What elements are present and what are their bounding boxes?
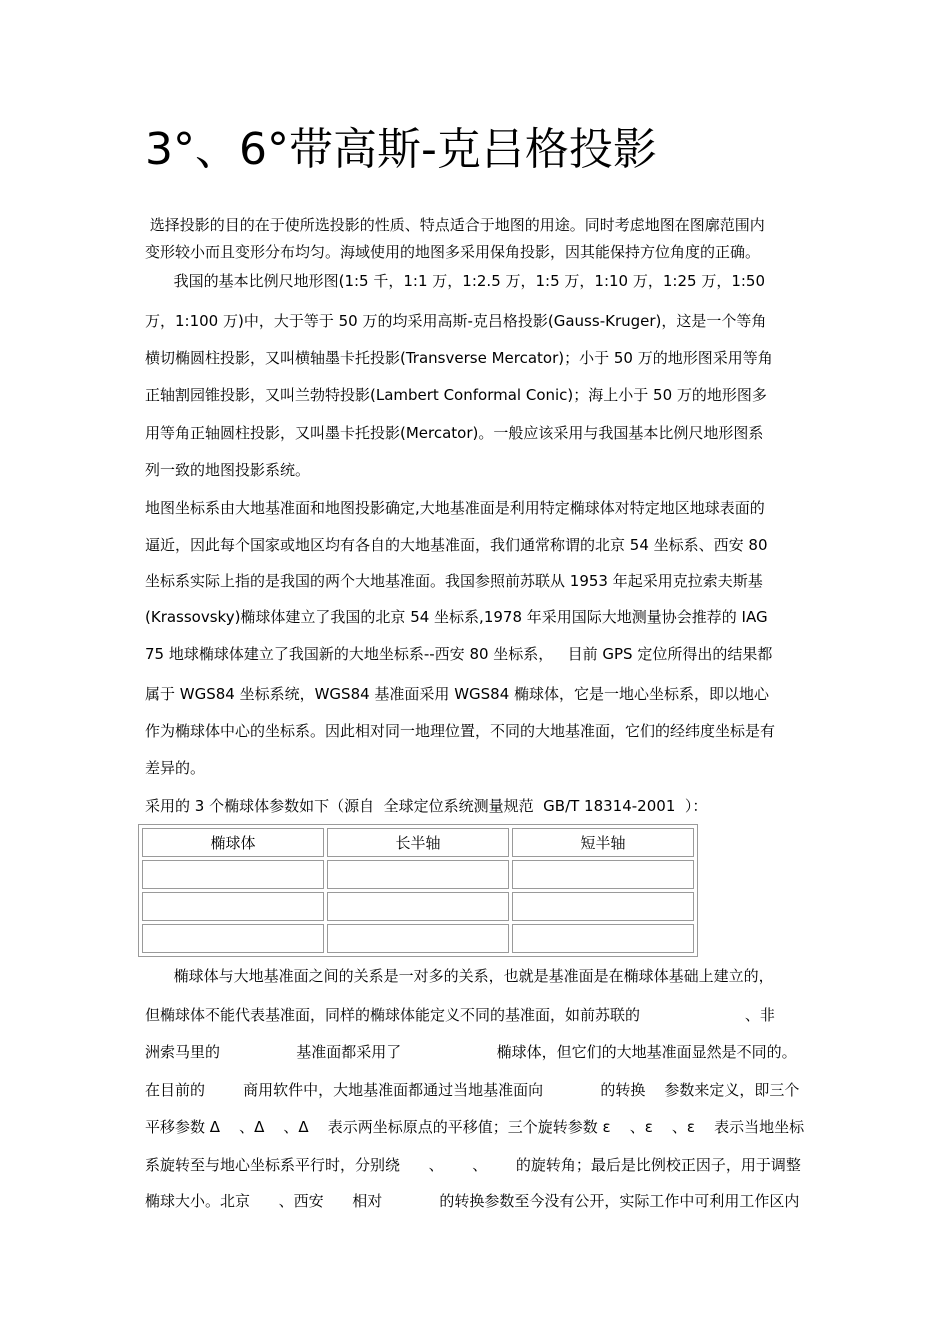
table-cell [512, 892, 694, 921]
paragraph-2-line-6: 列一致的地图投影系统。 [145, 461, 311, 479]
paragraph-2-line-1: 我国的基本比例尺地形图(1:5 千，1:1 万，1:2.5 万，1:5 万，1:10 万，1:25 万，1:50 [145, 272, 765, 290]
paragraph-3-line-3: 坐标系实际上指的是我国的两个大地基准面。我国参照前苏联从 1953 年起采用克拉索夫斯基 [145, 572, 763, 590]
paragraph-1-line-1: 选择投影的目的在于使所选投影的性质、特点适合于地图的用途。同时考虑地图在图廓范围内 [145, 216, 765, 234]
paragraph-3-line-1: 地图坐标系由大地基准面和地图投影确定,大地基准面是利用特定椭球体对特定地区地球表面的 [145, 499, 765, 517]
table-header-cell: 长半轴 [327, 828, 509, 857]
table-cell [327, 892, 509, 921]
paragraph-4-line-3: 洲索马里的 基准面都采用了 椭球体，但它们的大地基准面显然是不同的。 [145, 1043, 797, 1061]
paragraph-2-line-5: 用等角正轴圆柱投影，又叫墨卡托投影(Mercator)。一般应该采用与我国基本比例尺地形图系 [145, 424, 764, 442]
paragraph-4-line-2: 但椭球体不能代表基准面，同样的椭球体能定义不同的基准面，如前苏联的 、非 [145, 1006, 775, 1024]
table-cell [142, 860, 324, 889]
paragraph-4-line-4: 在目前的 商用软件中，大地基准面都通过当地基准面向 的转换 参数来定义，即三个 [145, 1081, 800, 1099]
paragraph-3-line-8: 差异的。 [145, 759, 206, 777]
table-header-row [142, 828, 694, 857]
table-cell [512, 924, 694, 953]
paragraph-3-line-7: 作为椭球体中心的坐标系。因此相对同一地理位置，不同的大地基准面，它们的经纬度坐标是有 [145, 722, 776, 740]
table-cell [142, 924, 324, 953]
paragraph-4-line-1: 椭球体与大地基准面之间的关系是一对多的关系，也就是基准面是在椭球体基础上建立的， [145, 967, 774, 985]
paragraph-3-line-5: 75 地球椭球体建立了我国新的大地坐标系--西安 80 坐标系， 目前 GPS 定位所得出的结果都 [145, 645, 773, 663]
paragraph-3-line-4: (Krassovsky)椭球体建立了我国的北京 54 坐标系,1978 年采用国际大地测量协会推荐的 IAG [145, 608, 768, 626]
paragraph-2-line-2: 万，1:100 万)中，大于等于 50 万的均采用高斯-克吕格投影(Gauss-Kruger)，这是一个等角 [145, 312, 767, 330]
table-row [142, 860, 694, 889]
paragraph-4-line-7: 椭球大小。北京 、西安 相对 的转换参数至今没有公开，实际工作中可利用工作区内 [145, 1192, 800, 1210]
paragraph-4-line-5: 平移参数 Δ 、Δ 、Δ 表示两坐标原点的平移值；三个旋转参数 ε 、ε 、ε 表示当地坐标 [145, 1118, 805, 1136]
table-header-cell: 椭球体 [142, 828, 324, 857]
paragraph-3-line-2: 逼近，因此每个国家或地区均有各自的大地基准面，我们通常称谓的北京 54 坐标系、西安 80 [145, 536, 768, 554]
table-cell [327, 924, 509, 953]
page-title: 3°、6°带高斯-克吕格投影 [145, 124, 657, 175]
paragraph-1-line-2: 变形较小而且变形分布均匀。海域使用的地图多采用保角投影，因其能保持方位角度的正确。 [145, 243, 761, 261]
table-cell [512, 860, 694, 889]
table-row [142, 924, 694, 953]
paragraph-2-line-3: 横切椭圆柱投影，又叫横轴墨卡托投影(Transverse Mercator)；小于 50 万的地形图采用等角 [145, 349, 773, 367]
table-cell [142, 892, 324, 921]
table-cell [327, 860, 509, 889]
table-row [142, 892, 694, 921]
paragraph-2-line-4: 正轴割园锥投影，又叫兰勃特投影(Lambert Conformal Conic)；海上小于 50 万的地形图多 [145, 386, 767, 404]
table-header-cell: 短半轴 [512, 828, 694, 857]
paragraph-3-line-6: 属于 WGS84 坐标系统，WGS84 基准面采用 WGS84 椭球体，它是一地心坐标系，即以地心 [145, 685, 770, 703]
paragraph-4-line-6: 系旋转至与地心坐标系平行时，分别绕 、 、 的旋转角；最后是比例校正因子，用于调整 [145, 1156, 801, 1174]
table-caption: 采用的 3 个椭球体参数如下（源自 全球定位系统测量规范 GB/T 18314-2001 ）： [145, 797, 708, 815]
ellipsoid-parameters-table [138, 824, 698, 957]
